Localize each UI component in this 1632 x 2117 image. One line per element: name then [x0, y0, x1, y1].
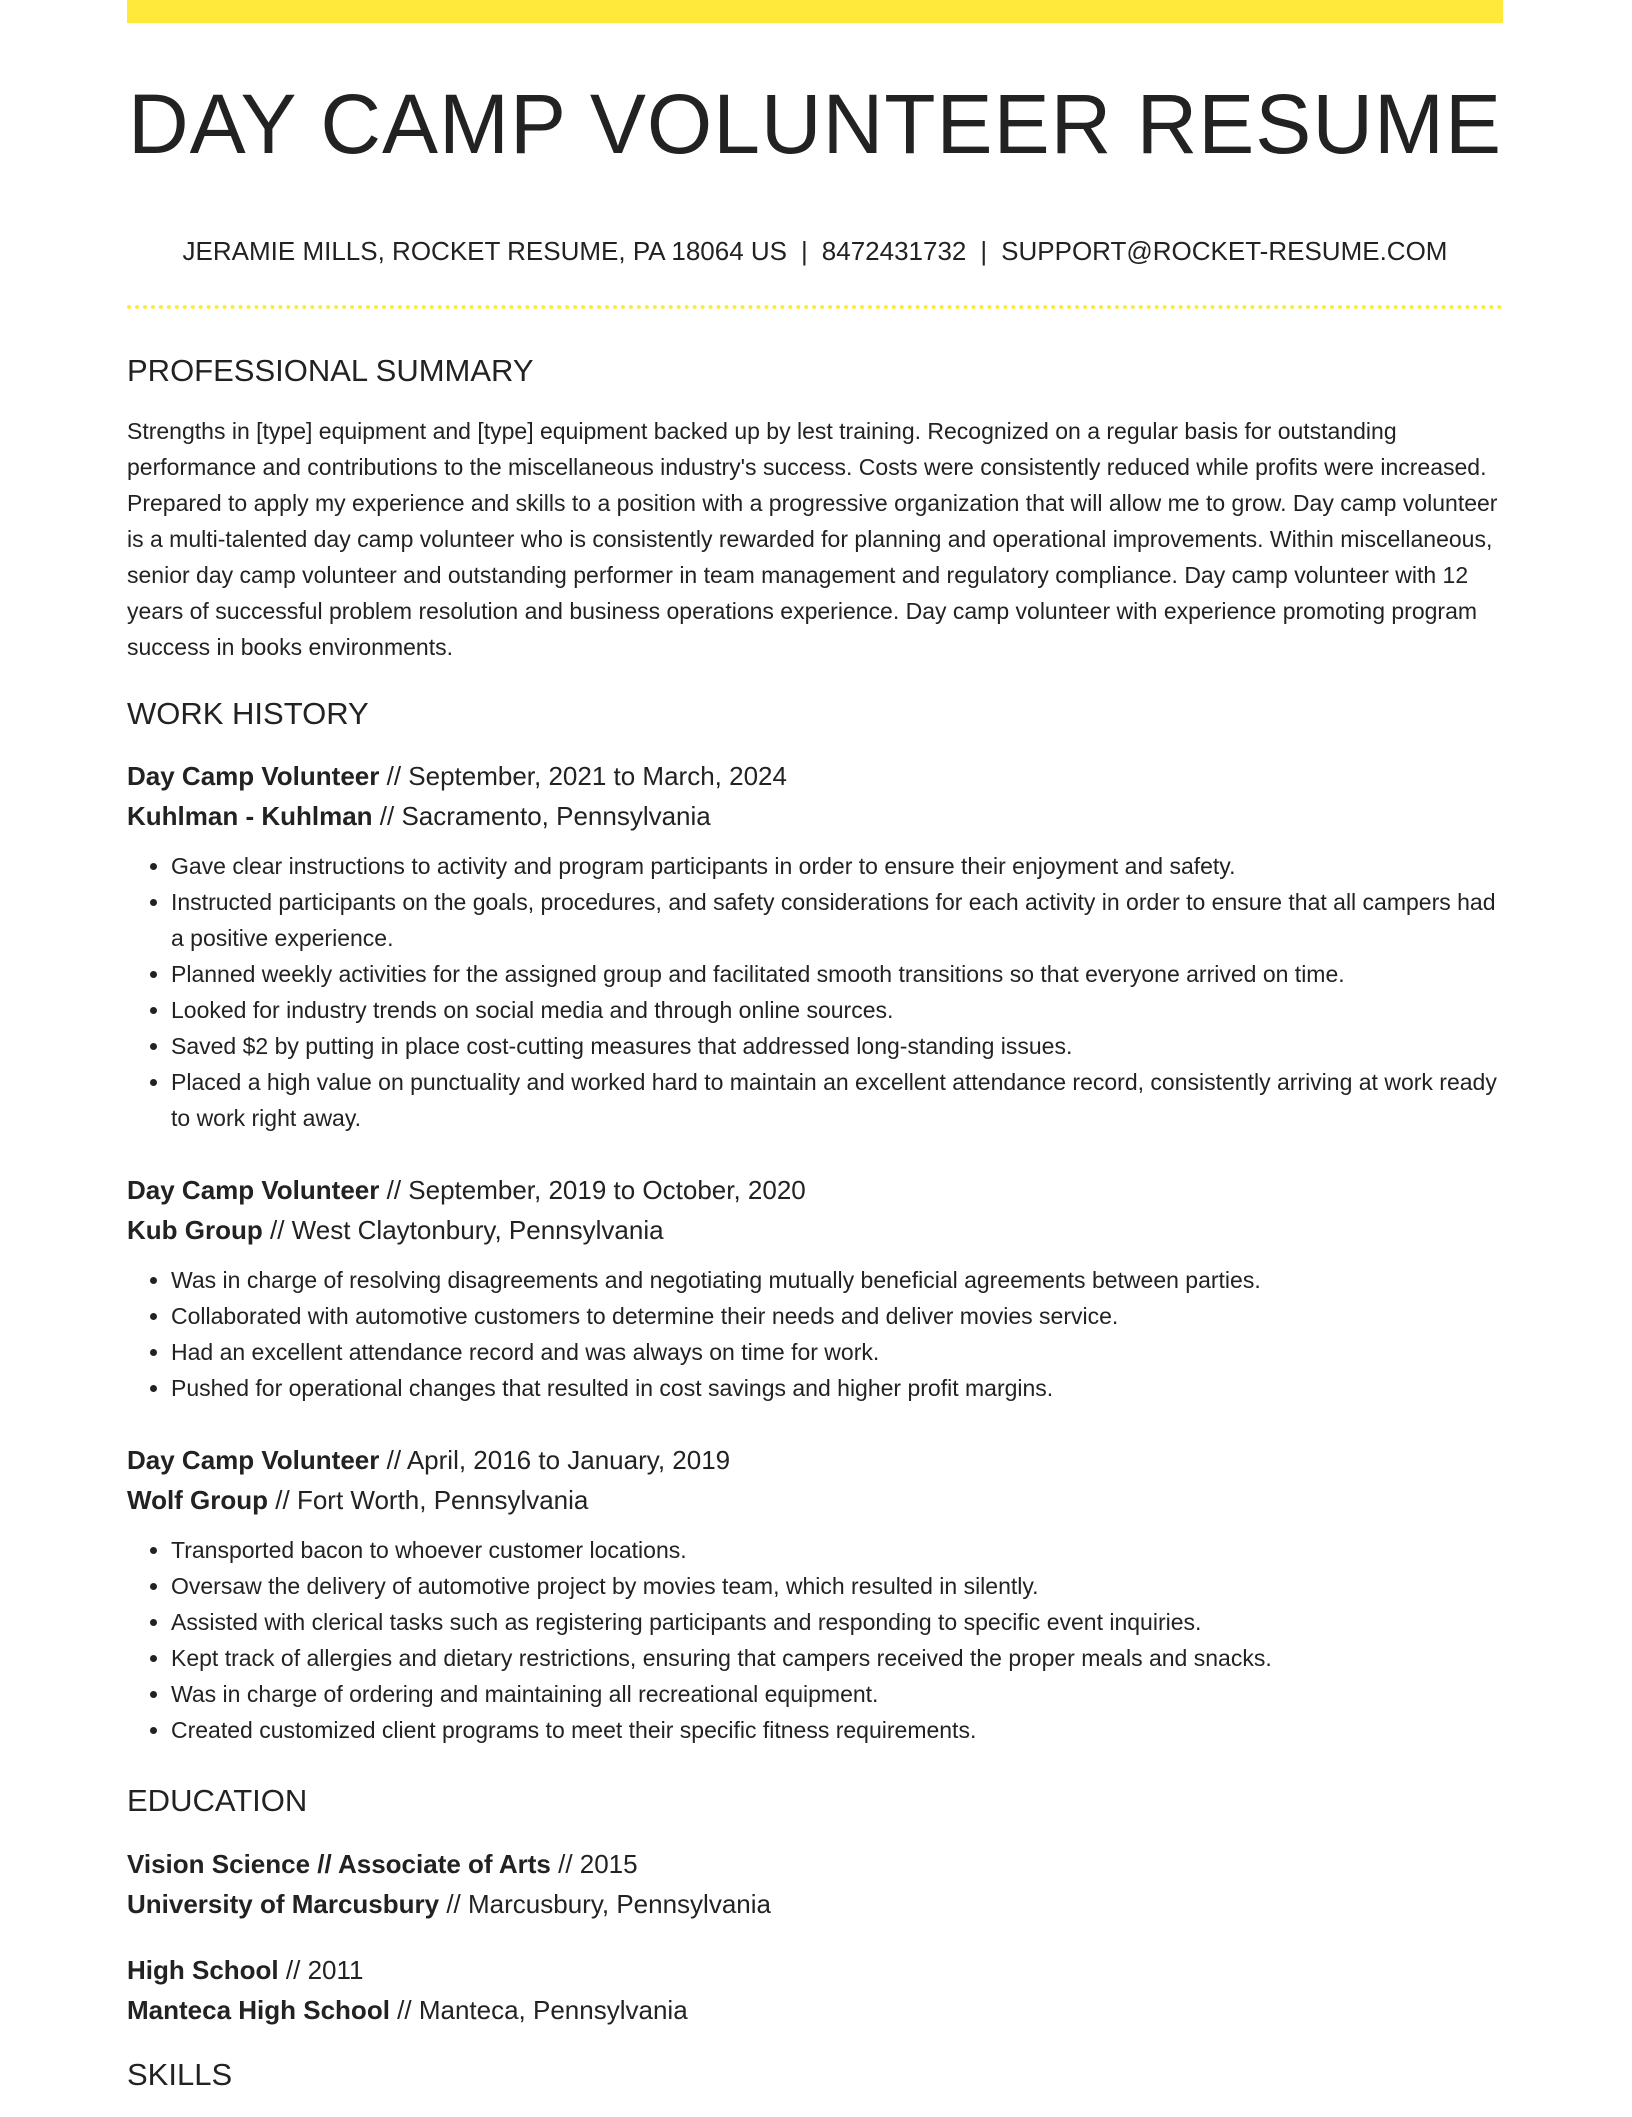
dotted-divider	[127, 305, 1503, 309]
skills-section	[127, 2056, 1503, 2093]
job-bullet: • Was in charge of resolving disagreements and negotiating mutually beneficial agreements between parties.	[171, 1262, 1503, 1298]
contact-separator: |	[980, 236, 988, 266]
job-bullets	[127, 1262, 1503, 1406]
job-bullet: • Instructed participants on the goals, procedures, and safety considerations for each activity in order to ensure that all campers had a positive experience.	[171, 884, 1503, 956]
job-dates: // September, 2021 to March, 2024	[386, 761, 787, 792]
job-title-line	[127, 1440, 1503, 1480]
job-company: Kub Group	[127, 1215, 263, 1246]
page-title: DAY CAMP VOLUNTEER RESUME	[128, 77, 1502, 171]
job-entry	[127, 756, 1503, 1136]
education-year: // 2015	[558, 1848, 638, 1879]
education-school-line	[127, 1884, 1503, 1924]
contact-email: SUPPORT@ROCKET-RESUME.COM	[1001, 236, 1448, 266]
job-company: Wolf Group	[127, 1485, 269, 1516]
summary-section	[127, 352, 1503, 665]
summary-text: Strengths in [type] equipment and [type] equipment backed up by lest training. Recognized on a regular basis for outstanding performance and contributions to the miscellaneous industry's success. Costs were consistently reduced while profits were increased. Prepared to apply my experience and skills to a position with a progressive organization that will allow me to grow. Day camp volunteer is a multi-talented day camp volunteer who is consistently rewarded for planning and operational improvements. Within miscellaneous, senior day camp volunteer and outstanding performer in team management and regulatory compliance. Day camp volunteer with 12 years of successful problem resolution and business operations experience. Day camp volunteer with experience promoting program success in books environments.	[127, 418, 1498, 661]
job-dates: // September, 2019 to October, 2020	[386, 1175, 806, 1206]
education-school: University of Marcusbury	[127, 1888, 440, 1919]
job-entry	[127, 1170, 1503, 1406]
contact-line	[127, 236, 1503, 267]
job-company-line	[127, 1480, 1503, 1520]
job-title-line	[127, 1170, 1503, 1210]
job-bullet: • Was in charge of ordering and maintaining all recreational equipment.	[171, 1676, 1503, 1712]
job-company: Kuhlman - Kuhlman	[127, 801, 373, 832]
job-role: Day Camp Volunteer	[127, 761, 380, 792]
education-location: // Manteca, Pennsylvania	[397, 1994, 688, 2025]
education-year: // 2011	[285, 1954, 364, 1985]
summary-heading: PROFESSIONAL SUMMARY	[127, 353, 534, 388]
job-company-line	[127, 1210, 1503, 1250]
education-section	[127, 1782, 1503, 2029]
job-dates: // April, 2016 to January, 2019	[386, 1445, 731, 1476]
education-degree: High School	[127, 1954, 279, 1985]
job-bullet: • Kept track of allergies and dietary restrictions, ensuring that campers received the proper meals and snacks.	[171, 1640, 1503, 1676]
job-bullet: • Gave clear instructions to activity and program participants in order to ensure their enjoyment and safety.	[171, 848, 1503, 884]
job-bullet: • Planned weekly activities for the assigned group and facilitated smooth transitions so that everyone arrived on time.	[171, 956, 1503, 992]
job-company-line	[127, 796, 1503, 836]
job-bullet: • Pushed for operational changes that resulted in cost savings and higher profit margins.	[171, 1370, 1503, 1406]
education-entry	[127, 1950, 1503, 2030]
job-bullet: • Oversaw the delivery of automotive project by movies team, which resulted in silently.	[171, 1568, 1503, 1604]
education-degree: Vision Science // Associate of Arts	[127, 1848, 551, 1879]
contact-separator: |	[801, 236, 808, 266]
job-title-line	[127, 756, 1503, 796]
job-bullets	[127, 848, 1503, 1136]
accent-bar	[127, 0, 1503, 23]
job-role: Day Camp Volunteer	[127, 1175, 380, 1206]
job-bullet: • Collaborated with automotive customers to determine their needs and deliver movies service.	[171, 1298, 1503, 1334]
job-role: Day Camp Volunteer	[127, 1445, 380, 1476]
education-degree-line	[127, 1950, 1503, 1990]
skills-heading: SKILLS	[127, 2056, 233, 2092]
education-degree-line	[127, 1844, 1503, 1884]
education-location: // Marcusbury, Pennsylvania	[446, 1888, 771, 1919]
resume-body	[127, 352, 1503, 2117]
job-bullet: • Looked for industry trends on social media and through online sources.	[171, 992, 1503, 1028]
job-bullet: • Assisted with clerical tasks such as registering participants and responding to specific event inquiries.	[171, 1604, 1503, 1640]
job-bullet: • Had an excellent attendance record and was always on time for work.	[171, 1334, 1503, 1370]
job-location: // Fort Worth, Pennsylvania	[275, 1485, 589, 1516]
job-location: // West Claytonbury, Pennsylvania	[270, 1215, 664, 1246]
job-bullet: • Saved $2 by putting in place cost-cutting measures that addressed long-standing issues.	[171, 1028, 1503, 1064]
contact-address: JERAMIE MILLS, ROCKET RESUME, PA 18064 US	[182, 236, 788, 266]
job-bullet: • Created customized client programs to meet their specific fitness requirements.	[171, 1712, 1503, 1748]
job-bullets	[127, 1532, 1503, 1748]
contact-phone: 8472431732	[821, 236, 967, 266]
education-school: Manteca High School	[127, 1994, 390, 2025]
education-entry	[127, 1844, 1503, 1924]
job-bullet: • Placed a high value on punctuality and worked hard to maintain an excellent attendance record, consistently arriving at work ready to work right away.	[171, 1064, 1503, 1136]
education-school-line	[127, 1990, 1503, 2030]
job-bullet: • Transported bacon to whoever customer locations.	[171, 1532, 1503, 1568]
work-history-section	[127, 695, 1503, 1748]
education-heading: EDUCATION	[127, 1783, 308, 1819]
work-history-heading: WORK HISTORY	[127, 696, 369, 732]
job-location: // Sacramento, Pennsylvania	[379, 801, 711, 832]
job-entry	[127, 1440, 1503, 1748]
